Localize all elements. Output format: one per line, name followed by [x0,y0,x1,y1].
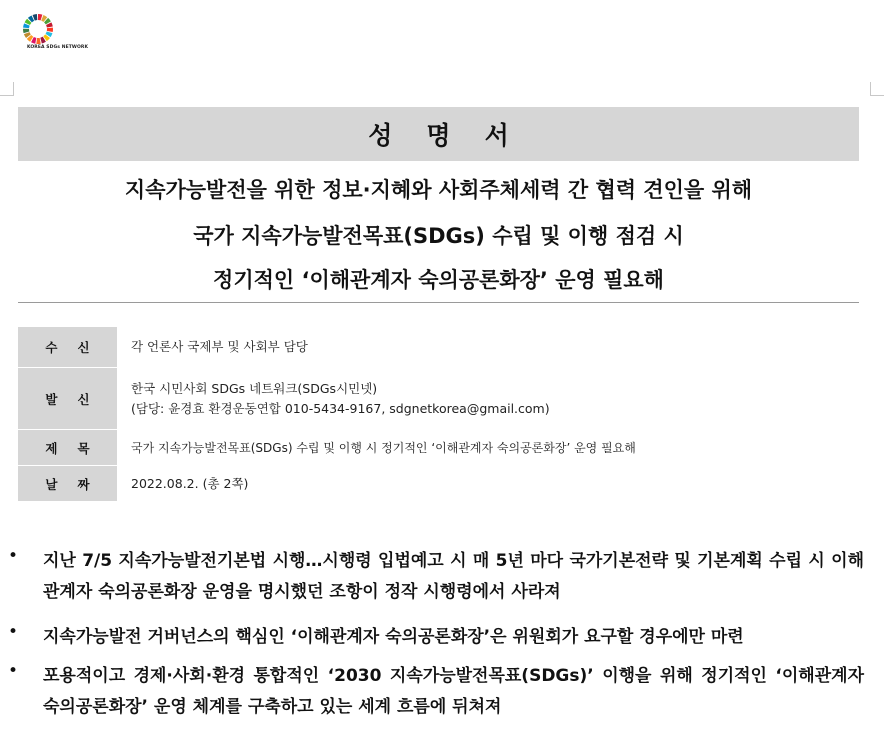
crop-mark-left [0,82,14,96]
info-row-sender [18,368,859,430]
headline-line-1: 지속가능발전을 위한 정보·지혜와 사회주체세력 간 협력 견인을 위해 [124,178,753,202]
sdg-wheel-icon [18,12,58,46]
info-row-subject [18,430,859,466]
headline-line-3: 정기적인 ‘이해관계자 숙의공론화장’ 운영 필요해 [213,268,664,292]
bullet-marker: • [8,661,19,681]
info-label: 제목 [18,430,117,465]
info-value: 각 언론사 국제부 및 사회부 담당 [131,339,308,354]
headline-divider [18,302,859,303]
contact-line: (담당: 윤경효 환경운동연합 010-5434-9167, sdgnetkorea@gmail.com) [131,400,550,416]
banner-title: 성명서 [368,121,543,150]
crop-mark-right [870,82,884,96]
bullet-text: 지난 7/5 지속가능발전기본법 시행…시행령 입법예고 시 매 5년 마다 국가기본전략 및 기본계획 수립 시 이해관계자 숙의공론화장 운영을 명시했던 조항이 정작 시행령에서 사라져 [43,551,864,602]
info-value: 국가 지속가능발전목표(SDGs) 수립 및 이행 시 정기적인 ‘이해관계자 숙의공론화장’ 운영 필요해 [131,440,636,455]
info-table [18,327,859,502]
statement-banner [18,107,859,161]
bullet-text: 지속가능발전 거버넌스의 핵심인 ‘이해관계자 숙의공론화장’은 위원회가 요구할 경우에만 마련 [43,627,744,647]
info-label: 수신 [18,327,117,367]
bullet-marker: • [8,546,19,566]
bullet-marker: • [8,622,19,642]
info-label: 발신 [18,368,117,429]
info-row-recipient [18,327,859,368]
korea-sdgs-network-logo [18,12,128,62]
sdg-wheel-segment [23,29,29,33]
headline-line-2: 국가 지속가능발전목표(SDGs) 수립 및 이행 점검 시 [193,224,684,248]
logo-text: KOREA SDGs NETWORK [27,45,89,50]
info-label: 날짜 [18,466,117,501]
bullet-text: 포용적이고 경제·사회·환경 통합적인 ‘2030 지속가능발전목표(SDGs)’ 이행을 위해 정기적인 ‘이해관계자 숙의공론화장’ 운영 체계를 구축하고 있는 세계 흐름에 뒤쳐져 [43,666,864,717]
info-value: 한국 시민사회 SDGs 네트워크(SDGs시민넷) (담당: 윤경효 환경운동연합 010-5434-9167, sdgnetkorea@gmail.com) [117,368,859,429]
sdg-wheel-segment [36,38,40,44]
info-value: 2022.08.2. (총 2쪽) [131,475,249,491]
sdg-wheel-segment [47,28,53,32]
info-row-date [18,466,859,502]
